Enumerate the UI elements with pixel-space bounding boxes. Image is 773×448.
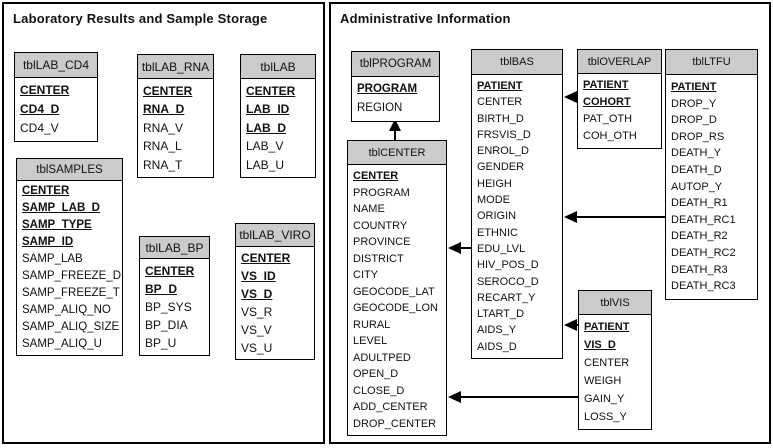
field-LAB_V: LAB_V <box>246 139 284 154</box>
field-BIRTH_D: BIRTH_D <box>477 112 524 125</box>
field-MODE: MODE <box>477 194 510 207</box>
field-DEATH_RC3: DEATH_RC3 <box>671 280 736 293</box>
field-FRSVIS_D: FRSVIS_D <box>477 128 531 141</box>
table-tblOVERLAP <box>577 49 662 149</box>
field-ENROL_D: ENROL_D <box>477 145 529 158</box>
field-LOSS_Y: LOSS_Y <box>584 411 627 423</box>
field-BP_U: BP_U <box>145 336 177 350</box>
table-field-list <box>140 259 209 355</box>
field-VS_U: VS_U <box>241 341 273 355</box>
table-header-tblBAS: tblBAS <box>472 50 562 75</box>
table-field-list <box>579 315 651 429</box>
field-SEROCO_D: SEROCO_D <box>477 275 539 288</box>
field-HEIGH: HEIGH <box>477 177 512 190</box>
panel-title-administrative: Administrative Information <box>340 11 511 26</box>
field-SAMP_LAB: SAMP_LAB <box>22 253 83 265</box>
field-SAMP_ALIQ_U: SAMP_ALIQ_U <box>22 338 102 350</box>
table-tblLAB <box>240 54 316 178</box>
field-LEVEL: LEVEL <box>353 335 388 347</box>
field-SAMP_FREEZE_T: SAMP_FREEZE_T <box>22 287 120 299</box>
field-ADULTPED: ADULTPED <box>353 351 411 364</box>
field-VS_V: VS_V <box>241 323 272 337</box>
key-field-VS_ID: VS_ID <box>241 269 276 283</box>
panel-title-laboratory: Laboratory Results and Sample Storage <box>13 11 268 26</box>
field-CD4_V: CD4_V <box>20 121 59 135</box>
table-field-list <box>352 77 439 121</box>
field-AIDS_Y: AIDS_Y <box>477 324 517 337</box>
field-LAB_U: LAB_U <box>246 157 285 172</box>
table-tblLAB_BP <box>139 236 210 356</box>
field-SAMP_ALIQ_NO: SAMP_ALIQ_NO <box>22 304 111 316</box>
key-field-COHORT: COHORT <box>583 96 631 108</box>
field-BP_SYS: BP_SYS <box>145 300 192 314</box>
field-COH_OTH: COH_OTH <box>583 130 637 142</box>
field-CENTER: CENTER <box>584 357 630 369</box>
table-field-list <box>17 181 122 355</box>
table-field-list <box>348 165 446 435</box>
key-field-BP_D: BP_D <box>145 282 178 296</box>
field-LTART_D: LTART_D <box>477 308 525 321</box>
field-DROP_D: DROP_D <box>671 114 717 127</box>
field-RNA_V: RNA_V <box>143 120 184 135</box>
field-VS_R: VS_R <box>241 305 273 319</box>
field-CITY: CITY <box>353 269 379 281</box>
key-field-CENTER: CENTER <box>246 84 296 98</box>
table-field-list <box>578 74 661 148</box>
field-GAIN_Y: GAIN_Y <box>584 393 625 405</box>
field-DEATH_R1: DEATH_R1 <box>671 197 728 210</box>
field-AIDS_D: AIDS_D <box>477 340 517 353</box>
field-GEOCODE_LAT: GEOCODE_LAT <box>353 285 435 298</box>
table-header-tblPROGRAM: tblPROGRAM <box>352 52 439 77</box>
key-field-PATIENT: PATIENT <box>584 321 630 333</box>
field-ADD_CENTER: ADD_CENTER <box>353 401 428 413</box>
field-NAME: NAME <box>353 203 385 215</box>
field-BP_DIA: BP_DIA <box>145 318 188 332</box>
key-field-RNA_D: RNA_D <box>143 102 185 117</box>
field-PROVINCE: PROVINCE <box>353 236 411 248</box>
field-AUTOP_Y: AUTOP_Y <box>671 180 723 193</box>
table-tblLAB_CD4 <box>14 52 98 142</box>
field-SAMP_ALIQ_SIZE: SAMP_ALIQ_SIZE <box>22 321 120 333</box>
key-field-CENTER: CENTER <box>353 170 399 182</box>
field-EDU_LVL: EDU_LVL <box>477 242 526 255</box>
table-header-tblLAB: tblLAB <box>241 55 315 79</box>
field-DROP_RS: DROP_RS <box>671 130 725 143</box>
field-RURAL: RURAL <box>353 318 391 331</box>
key-field-CENTER: CENTER <box>241 251 291 265</box>
key-field-CD4_D: CD4_D <box>20 102 60 116</box>
field-CENTER: CENTER <box>477 96 523 109</box>
table-tblPROGRAM <box>351 51 440 122</box>
key-field-LAB_ID: LAB_ID <box>246 102 290 117</box>
key-field-PATIENT: PATIENT <box>477 80 523 92</box>
key-field-PATIENT: PATIENT <box>583 79 629 91</box>
table-tblBAS <box>471 49 563 359</box>
table-header-tblSAMPLES: tblSAMPLES <box>17 159 122 181</box>
field-COUNTRY: COUNTRY <box>353 219 408 232</box>
table-tblSAMPLES <box>16 158 123 356</box>
table-header-tblVIS: tblVIS <box>579 291 651 315</box>
field-CLOSE_D: CLOSE_D <box>353 384 405 397</box>
key-field-VS_D: VS_D <box>241 287 273 301</box>
field-RECART_Y: RECART_Y <box>477 291 536 304</box>
table-field-list <box>138 79 213 177</box>
key-field-VIS_D: VIS_D <box>584 339 616 351</box>
field-DISTRICT: DISTRICT <box>353 252 404 265</box>
table-header-tblLAB_BP: tblLAB_BP <box>140 237 209 259</box>
table-header-tblCENTER: tblCENTER <box>348 141 446 165</box>
field-REGION: REGION <box>357 102 403 114</box>
field-DROP_Y: DROP_Y <box>671 97 717 110</box>
table-tblVIS <box>578 290 652 430</box>
table-tblLAB_RNA <box>137 54 214 178</box>
key-field-SAMP_ID: SAMP_ID <box>22 236 74 248</box>
table-header-tblLAB_VIRO: tblLAB_VIRO <box>236 224 314 247</box>
field-DEATH_D: DEATH_D <box>671 163 722 176</box>
table-field-list <box>241 79 315 177</box>
table-field-list <box>666 75 757 299</box>
table-header-tblLAB_CD4: tblLAB_CD4 <box>15 53 97 78</box>
field-OPEN_D: OPEN_D <box>353 368 399 380</box>
field-DEATH_R2: DEATH_R2 <box>671 230 728 243</box>
table-tblLAB_VIRO <box>235 223 315 360</box>
field-PAT_OTH: PAT_OTH <box>583 113 633 125</box>
field-PROGRAM: PROGRAM <box>353 186 410 199</box>
key-field-CENTER: CENTER <box>22 185 70 197</box>
field-DEATH_RC2: DEATH_RC2 <box>671 246 736 259</box>
table-field-list <box>472 75 562 358</box>
field-HIV_POS_D: HIV_POS_D <box>477 259 539 272</box>
key-field-SAMP_LAB_D: SAMP_LAB_D <box>22 202 100 214</box>
table-tblLTFU <box>665 49 758 300</box>
field-WEIGH: WEIGH <box>584 375 622 387</box>
field-DEATH_RC1: DEATH_RC1 <box>671 213 736 226</box>
table-header-tblLTFU: tblLTFU <box>666 50 757 75</box>
key-field-CENTER: CENTER <box>20 83 70 97</box>
field-RNA_T: RNA_T <box>143 157 183 172</box>
table-tblCENTER <box>347 140 447 436</box>
field-ETHNIC: ETHNIC <box>477 226 518 239</box>
table-header-tblOVERLAP: tblOVERLAP <box>578 50 661 74</box>
key-field-SAMP_TYPE: SAMP_TYPE <box>22 219 92 231</box>
table-header-tblLAB_RNA: tblLAB_RNA <box>138 55 213 79</box>
field-SAMP_FREEZE_D: SAMP_FREEZE_D <box>22 270 122 282</box>
field-DEATH_R3: DEATH_R3 <box>671 263 728 276</box>
field-DROP_CENTER: DROP_CENTER <box>353 417 437 430</box>
field-DEATH_Y: DEATH_Y <box>671 147 721 160</box>
field-RNA_L: RNA_L <box>143 139 182 154</box>
table-field-list <box>15 78 97 141</box>
field-GENDER: GENDER <box>477 161 525 174</box>
key-field-LAB_D: LAB_D <box>246 120 287 135</box>
field-GEOCODE_LON: GEOCODE_LON <box>353 302 438 314</box>
table-field-list <box>236 247 314 359</box>
key-field-CENTER: CENTER <box>145 264 195 278</box>
key-field-CENTER: CENTER <box>143 84 193 98</box>
field-ORIGIN: ORIGIN <box>477 210 517 223</box>
key-field-PROGRAM: PROGRAM <box>357 83 418 95</box>
key-field-PATIENT: PATIENT <box>671 81 717 93</box>
